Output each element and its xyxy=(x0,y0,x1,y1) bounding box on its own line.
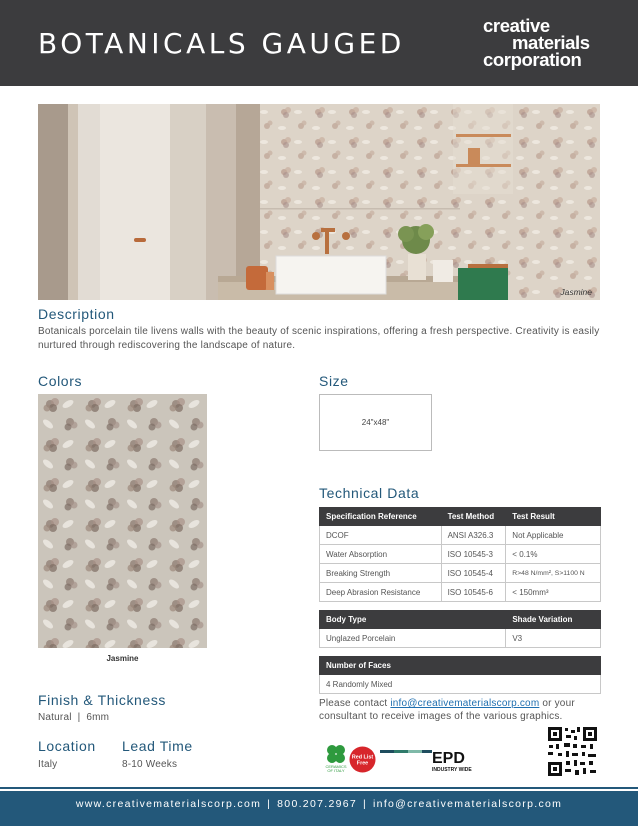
faces-table xyxy=(319,656,601,694)
size-option-box[interactable] xyxy=(319,394,432,451)
table-row xyxy=(320,545,601,564)
table-row xyxy=(320,583,601,602)
qr-code[interactable] xyxy=(546,725,599,778)
table-row xyxy=(320,629,601,648)
table-cell: R>48 N/mm², S>1100 N xyxy=(506,564,601,583)
footer-separator: | xyxy=(363,798,368,810)
clover-icon xyxy=(325,743,347,773)
color-swatch-jasmine[interactable] xyxy=(38,394,207,648)
table-cell: 4 Randomly Mixed xyxy=(320,675,601,694)
table-header-row xyxy=(320,657,601,675)
description-heading: Description xyxy=(38,306,115,322)
table-cell: Not Applicable xyxy=(506,526,601,545)
red-list-text: Red List xyxy=(351,754,374,761)
epd-text: EPD xyxy=(432,750,465,767)
table-row xyxy=(320,675,601,694)
table-cell: < 150mm³ xyxy=(506,583,601,602)
table-row xyxy=(320,526,601,545)
table-cell: Breaking Strength xyxy=(320,564,442,583)
qr-code-icon xyxy=(546,725,599,778)
footer-stripe xyxy=(0,789,638,791)
red-list-free-badge xyxy=(349,746,376,773)
size-value: 24"x48" xyxy=(361,418,390,427)
page-footer xyxy=(0,787,638,826)
location-heading: Location xyxy=(38,738,96,754)
column-header: Shade Variation xyxy=(506,611,601,629)
hero-caption: Jasmine xyxy=(560,287,592,297)
table-cell: < 0.1% xyxy=(506,545,601,564)
ceramics-text-1: CERAMICS xyxy=(325,764,347,769)
epd-logo xyxy=(380,747,480,773)
footer-email-link[interactable]: info@creativematerialscorp.com xyxy=(373,798,563,810)
contact-after: or your consultant to receive images of the various graphics. xyxy=(319,698,575,722)
swatch-label: Jasmine xyxy=(106,654,139,663)
table-cell: ANSI A326.3 xyxy=(441,526,506,545)
table-cell: DCOF xyxy=(320,526,442,545)
column-header: Body Type xyxy=(320,611,506,629)
footer-separator: | xyxy=(267,798,272,810)
red-list-badge-icon xyxy=(349,746,376,773)
table-header-row xyxy=(320,508,601,526)
epd-icon xyxy=(380,747,480,773)
table-cell: V3 xyxy=(506,629,601,648)
contact-before: Please contact xyxy=(319,698,391,709)
description-text: Botanicals porcelain tile livens walls with the beauty of scenic inspirations, offering a fresh perspective. Creativity is easily nurtured through rediscovering the landscape of nature. xyxy=(38,326,600,351)
lead-time-heading: Lead Time xyxy=(122,738,193,754)
footer-phone[interactable]: 800.207.2967 xyxy=(277,798,358,810)
epd-subtext: INDUSTRY WIDE xyxy=(432,767,472,773)
footer-website-link[interactable]: www.creativematerialscorp.com xyxy=(75,798,262,810)
table-cell: ISO 10545-6 xyxy=(441,583,506,602)
table-cell: Deep Abrasion Resistance xyxy=(320,583,442,602)
finish-value: Natural | 6mm xyxy=(38,712,110,723)
logo-line-materials: materials xyxy=(512,32,590,53)
size-heading: Size xyxy=(319,373,349,389)
contact-text xyxy=(319,697,609,723)
hero-illustration xyxy=(38,104,600,300)
finish-heading: Finish & Thickness xyxy=(38,692,167,708)
column-header: Test Result xyxy=(506,508,601,526)
table-header-row xyxy=(320,611,601,629)
colors-heading: Colors xyxy=(38,373,83,389)
table-cell: Water Absorption xyxy=(320,545,442,564)
ceramics-text-2: OF ITALY xyxy=(327,768,345,773)
red-list-free-text: Free xyxy=(356,760,369,767)
contact-email-link[interactable]: info@creativematerialscorp.com xyxy=(390,698,540,709)
table-cell: ISO 10545-4 xyxy=(441,564,506,583)
ceramics-of-italy-logo xyxy=(325,743,347,773)
technical-data-table xyxy=(319,507,601,602)
table-row xyxy=(320,564,601,583)
table-cell: ISO 10545-3 xyxy=(441,545,506,564)
logo-line-corporation: corporation xyxy=(483,49,582,70)
hero-bathroom-image xyxy=(38,104,600,300)
swatch-pattern xyxy=(38,394,207,648)
body-type-table xyxy=(319,610,601,648)
table-cell: Unglazed Porcelain xyxy=(320,629,506,648)
page-header xyxy=(0,0,638,86)
footer-text xyxy=(0,798,638,810)
column-header: Test Method xyxy=(441,508,506,526)
column-header: Number of Faces xyxy=(320,657,601,675)
location-value: Italy xyxy=(38,759,58,770)
column-header: Specification Reference xyxy=(320,508,442,526)
technical-heading: Technical Data xyxy=(319,485,420,501)
logo-line-creative: creative xyxy=(483,15,550,36)
company-logo[interactable] xyxy=(483,17,613,68)
page-title: BOTANICALS GAUGED xyxy=(38,27,405,60)
lead-time-value: 8-10 Weeks xyxy=(122,759,178,770)
